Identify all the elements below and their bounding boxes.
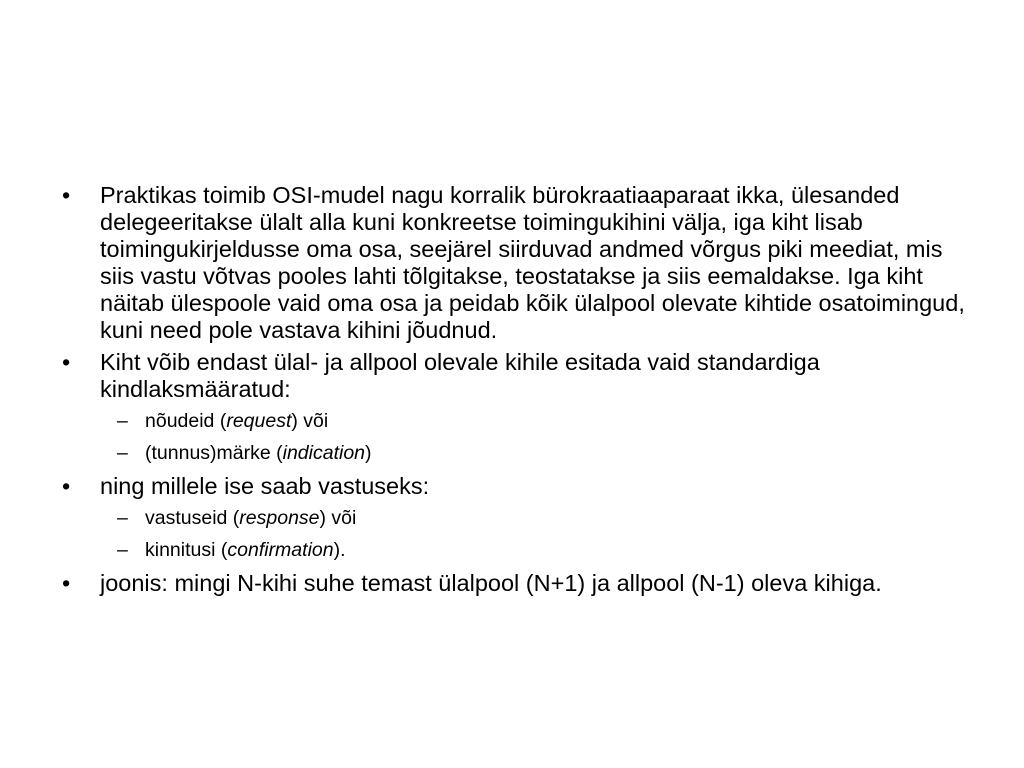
- sub-bullet-text-post: ): [365, 442, 372, 464]
- sub-bullet-text-post: ) või: [291, 410, 329, 432]
- bullet-text: Kiht võib endast ülal- ja allpool olevale kihile esitada vaid standardiga kindlaksmääratud:: [100, 349, 820, 402]
- sub-bullet-term: request: [226, 410, 292, 432]
- sub-bullet-text-pre: (tunnus)märke (: [145, 442, 283, 464]
- slide-body: [62, 182, 972, 602]
- bullet-marker: •: [62, 349, 71, 375]
- bullet-text: Praktikas toimib OSI-mudel nagu korralik bürokraatiaaparaat ikka, ülesanded delegeeritakse ülalt alla kuni konkreetse toimingukihini välja, iga kiht lisab toimingukirjeldusse oma osa, seejärel siirduvad andmed võrgus piki meediat, mis siis vastu võtvas pooles lahti tõlgitakse, teostatakse ja siis eemaldakse. Iga kiht näitab ülespoole vaid oma osa ja peidab kõik ülalpool olevate kihtide osatoimingud, kuni need pole vastava kihini jõudnud.: [100, 182, 965, 343]
- bullet-item: [62, 570, 972, 597]
- sub-bullet-text-post: ).: [333, 539, 346, 561]
- bullet-item: [62, 182, 972, 344]
- sub-bullet-list: [62, 409, 972, 465]
- bullet-marker: •: [62, 473, 71, 499]
- sub-bullet-item: [100, 409, 972, 433]
- sub-bullet-term: indication: [282, 442, 366, 464]
- bullet-marker: •: [62, 570, 71, 596]
- sub-bullet-text-pre: kinnitusi (: [145, 539, 228, 561]
- sub-bullet-marker: –: [117, 442, 128, 464]
- sub-bullet-marker: –: [117, 410, 128, 432]
- sub-bullet-term: confirmation: [227, 539, 334, 561]
- sub-bullet-list: [62, 506, 972, 562]
- sub-bullet-marker: –: [117, 539, 128, 561]
- sub-bullet-text-post: ) või: [319, 507, 357, 529]
- bullet-text: ning millele ise saab vastuseks:: [100, 473, 430, 499]
- sub-bullet-item: [100, 538, 972, 562]
- sub-bullet-text-pre: vastuseid (: [145, 507, 240, 529]
- bullet-item: [62, 473, 972, 500]
- sub-bullet-item: [100, 506, 972, 530]
- bullet-marker: •: [62, 182, 71, 208]
- sub-bullet-text-pre: nõudeid (: [145, 410, 227, 432]
- sub-bullet-item: [100, 441, 972, 465]
- sub-bullet-term: response: [239, 507, 320, 529]
- bullet-item: [62, 349, 972, 403]
- sub-bullet-marker: –: [117, 507, 128, 529]
- bullet-text: joonis: mingi N-kihi suhe temast ülalpool (N+1) ja allpool (N-1) oleva kihiga.: [100, 570, 882, 596]
